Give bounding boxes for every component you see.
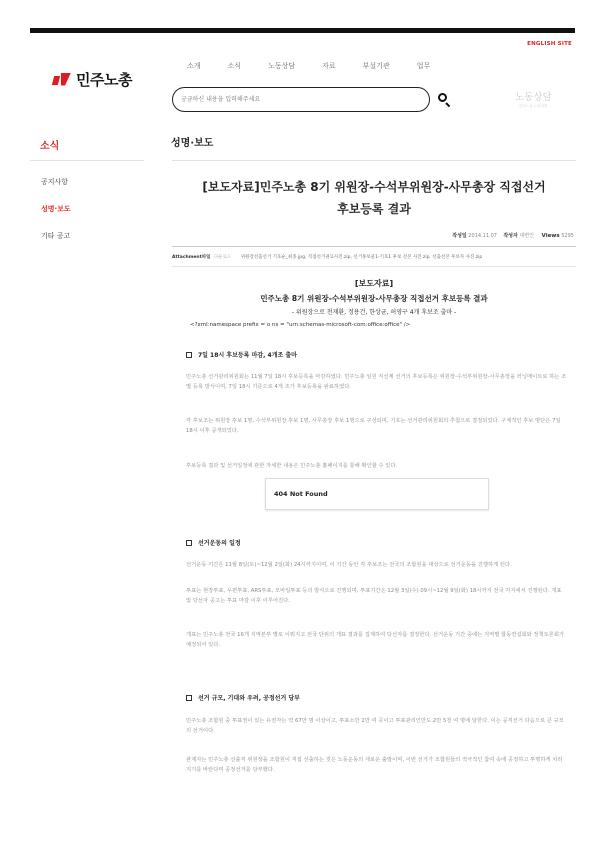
post-date: 2014.11.07	[468, 233, 497, 239]
search-icon[interactable]	[438, 93, 451, 106]
nav-item-institutes[interactable]: 부설기관	[362, 62, 390, 70]
kctu-logo-icon	[53, 73, 73, 87]
sidebar-title: 소식	[40, 141, 60, 152]
labor-counsel-title: 노동상담	[515, 92, 552, 103]
nav-item-counsel[interactable]: 노동상담	[268, 62, 296, 70]
logo[interactable]	[53, 69, 132, 90]
date-label: 작성일	[452, 233, 467, 239]
attachment-row	[172, 246, 576, 267]
embedded-frame[interactable]	[265, 478, 489, 510]
article-meta	[452, 232, 574, 239]
checkbox-square-icon	[186, 352, 192, 358]
english-site-link[interactable]: ENGLISH SITE	[527, 41, 572, 47]
labor-counsel-sub: 민주노총 노동상담	[519, 104, 548, 108]
nav-item-intro[interactable]: 소개	[187, 62, 201, 70]
page-title: 성명·보도	[171, 138, 214, 149]
iframe-error-text: 404 Not Found	[274, 490, 328, 498]
views-count: 5295	[561, 233, 574, 239]
paragraph-5: 투표는 현장투표, 우편투표, ARS투표, 모바일투표 등의 방식으로 진행되며, 투표기간은 12월 3일(수) 09시~12월 9일(화) 18시까지 전국 각지에서 진행된다. 개표 및 당선자 공고는 투표 마감 이후 이루어진다.	[186, 588, 562, 604]
attachment-files[interactable]: 위원장선출선거 기호순_최종.jpg, 직접선거권료사진.zip, 선거홍보물1-기호1 후보 선본 사진.zip, 선출선본 후보자 사진.zip	[240, 255, 483, 260]
section-heading-3: 선거 규모, 기대와 우려, 공정선거 당부	[186, 693, 300, 702]
checkbox-square-icon	[186, 540, 192, 546]
article-title	[172, 176, 576, 220]
paragraph-1: 민주노총 선거관리위원회는 11월 7일 18시 후보등록을 마감하였다. 민주노총 임원 직선제 선거의 후보등록은 위원장-수석부위원장-사무총장을 러닝메이트로 하는 조별 등록 방식이며, 7일 18시 기준으로 4개 조가 후보등록을 완료하였다.	[186, 374, 567, 390]
nav-item-news[interactable]: 소식	[227, 62, 242, 70]
sidebar-divider	[30, 160, 144, 161]
sidebar-item-notices[interactable]: 공지사항	[41, 178, 69, 186]
sidebar-item-statements[interactable]: 성명·보도	[41, 205, 71, 213]
nav-item-work[interactable]: 업무	[416, 62, 431, 70]
author: 대변인	[519, 233, 534, 239]
body-heading-2: 민주노총 8기 위원장-수석부위원장-사무총장 직접선거 후보등록 결과	[260, 294, 488, 303]
article-title-line-2: 후보등록 결과	[337, 202, 411, 216]
section-heading-1: 7일 18시 후보등록 마감, 4개조 출마	[186, 350, 297, 359]
download-link[interactable]: 다운로드	[213, 255, 232, 260]
main-divider	[172, 160, 576, 161]
paragraph-6: 개표는 민주노총 전국 16개 지역본부 별로 이뤄지고 전국 단위의 개표 결과를 집계하여 당선자를 결정한다. 선거운동 기간 중에는 지역별 합동연설회와 정책토론회가 예정되어 있다.	[186, 632, 565, 648]
xml-namespace-text: <?xml:namespace prefix = o ns = "urn:schemas-microsoft-com:office:office" />	[190, 322, 411, 328]
paragraph-8: 관계자는 민주노총 선출직 위원장을 조합원이 직접 선출하는 것은 노동운동의 새로운 출발이며, 이번 선거가 조합원들의 적극적인 참여 속에 공정하고 투명하게 치러지기를 바란다며 공정선거를 당부했다.	[186, 757, 563, 773]
paragraph-4: 선거운동 기간은 11월 8일(토)~12월 2일(화) 24시까지이며, 이 기간 동안 각 후보조는 전국의 조합원을 대상으로 선거운동을 진행하게 된다.	[186, 562, 512, 568]
paragraph-7: 민주노총 조합원 중 투표권이 있는 유권자는 약 67만 명 이상이고, 투표소만 2만 여 곳이고 투표관리인만도 2만 5천 여 명에 달한다. 이는 공직선거 다음으로 큰 규모의 선거이다.	[186, 718, 564, 734]
nav-item-archive[interactable]: 자료	[322, 62, 336, 70]
paragraph-3: 후보등록 결과 및 선거일정에 관한 자세한 내용은 민주노총 홈페이지를 통해 확인할 수 있다.	[186, 463, 398, 469]
views-label: Views	[541, 233, 560, 239]
section-heading-2: 선거운동의 일정	[186, 538, 241, 547]
search-input[interactable]	[172, 87, 430, 112]
logo-text: 민주노총	[76, 71, 132, 89]
paragraph-2: 각 후보조는 위원장 후보 1명, 수석부위원장 후보 1명, 사무총장 후보 1명으로 구성되며, 기호는 선거관리위원회의 추첨으로 결정되었다. 구체적인 후보 명단은 7일 18시 이후 공개되었다.	[186, 418, 561, 434]
author-label: 작성자	[503, 233, 518, 239]
top-bar	[30, 28, 575, 33]
attachment-label: Attachment파일	[172, 255, 211, 260]
body-heading-1: [보도자료]	[354, 279, 394, 288]
article-title-line-1: [보도자료]민주노총 8기 위원장-수석부위원장-사무총장 직접선거	[202, 180, 546, 194]
checkbox-square-icon	[186, 695, 192, 701]
body-heading-3: - 위원장으로 전재환, 정용건, 한상균, 허영구 4개 후보조 출마 -	[291, 309, 457, 316]
sidebar-item-other-notices[interactable]: 기타 공고	[41, 232, 71, 240]
main-nav	[187, 61, 457, 71]
labor-counsel-link[interactable]	[515, 89, 552, 109]
